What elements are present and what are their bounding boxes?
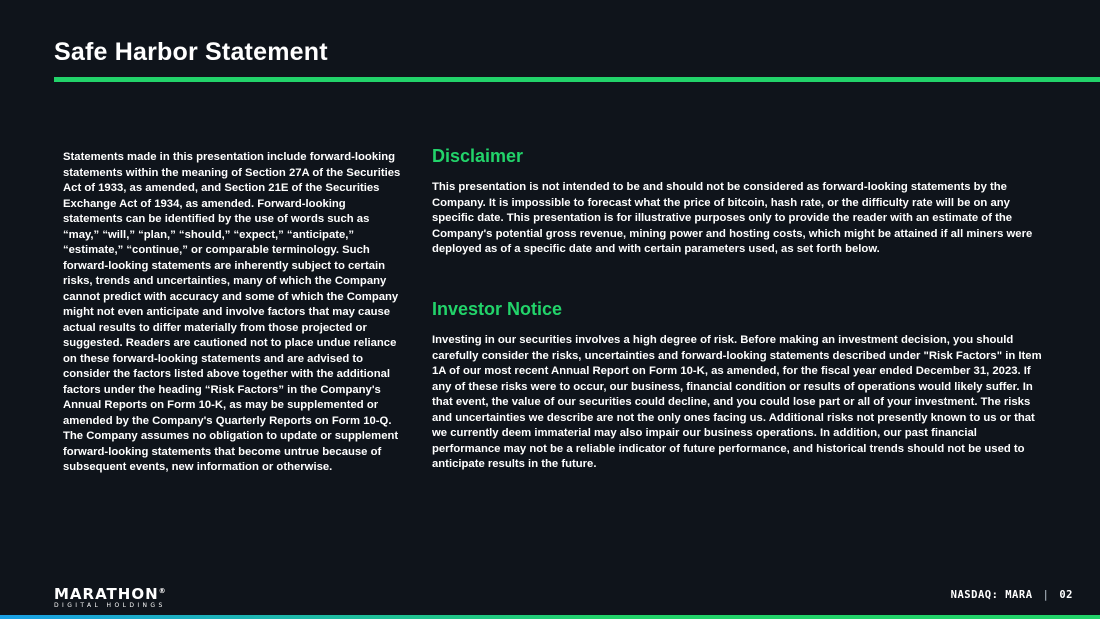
registered-mark: ®	[158, 587, 167, 595]
disclaimer-text: This presentation is not intended to be and should not be considered as forward-looking statements by the Company. It is impossible to forecast what the price of bitcoin, hash rate, or the difficulty rate will be on any specific date. This presentation is for illustrative purposes only to provide the reader with an estimate of the Company's potential gross revenue, mining power and hosting costs, which might be attained if all miners were deployed as of a specific date and with certain parameters used, as set forth below.	[432, 181, 1033, 255]
investor-notice-heading: Investor Notice	[432, 299, 563, 319]
footer-separator: |	[1042, 589, 1050, 601]
logo-wordmark: MARATHON	[54, 585, 159, 603]
marathon-logo	[54, 584, 167, 610]
forward-looking-statements-text: Statements made in this presentation include forward-looking statements within the meaning of Section 27A of the Securities Act of 1933, as amended, and Section 21E of the Securities Exchange Act of 1934, as amended. Forward-looking statements can be identified by the use of words such as “may,” “will,” “plan,” “should,” “expect,” “anticipate,” “estimate,” “continue,” or comparable terminology. Such forward-looking statements are inherently subject to certain risks, trends and uncertainties, many of which the Company cannot predict with accuracy and some of which the Company might not even anticipate and involve factors that may cause actual results to differ materially from those projected or suggested. Readers are cautioned not to place undue reliance on these forward-looking statements and are advised to consider the factors listed above together with the additional factors under the heading “Risk Factors” in the Company's Annual Reports on Form 10-K, as may be supplemented or amended by the Company's Quarterly Reports on Form 10-Q. The Company assumes no obligation to update or supplement forward-looking statements that become untrue because of subsequent events, new information or otherwise.	[63, 151, 401, 473]
title-underline	[54, 77, 1100, 82]
investor-notice-text: Investing in our securities involves a high degree of risk. Before making an investment decision, you should carefully consider the risks, uncertainties and forward-looking statements described under "Risk Factors" in Item 1A of our most recent Annual Report on Form 10-K, as amended, for the fiscal year ended December 31, 2023. If any of these risks were to occur, our business, financial condition or results of operations would likely suffer. In that event, the value of our securities could decline, and you could lose part or all of your investment. The risks and uncertainties we describe are not the only ones facing us. Additional risks not presently known to us or that we currently deem immaterial may also impair our business operations. In addition, our past financial performance may not be a reliable indicator of future performance, and historical trends should not be used to anticipate results in the future.	[432, 334, 1042, 470]
footer-info	[951, 589, 1073, 601]
investor-notice-section	[432, 299, 1047, 473]
page-number: 02	[1059, 589, 1073, 601]
ticker-label: NASDAQ: MARA	[950, 589, 1033, 601]
disclaimer-heading: Disclaimer	[432, 146, 524, 166]
bottom-gradient-bar	[0, 615, 1100, 619]
logo-subtitle: DIGITAL HOLDINGS	[54, 602, 166, 609]
page-title: Safe Harbor Statement	[54, 38, 328, 66]
disclaimer-section	[432, 146, 1047, 258]
